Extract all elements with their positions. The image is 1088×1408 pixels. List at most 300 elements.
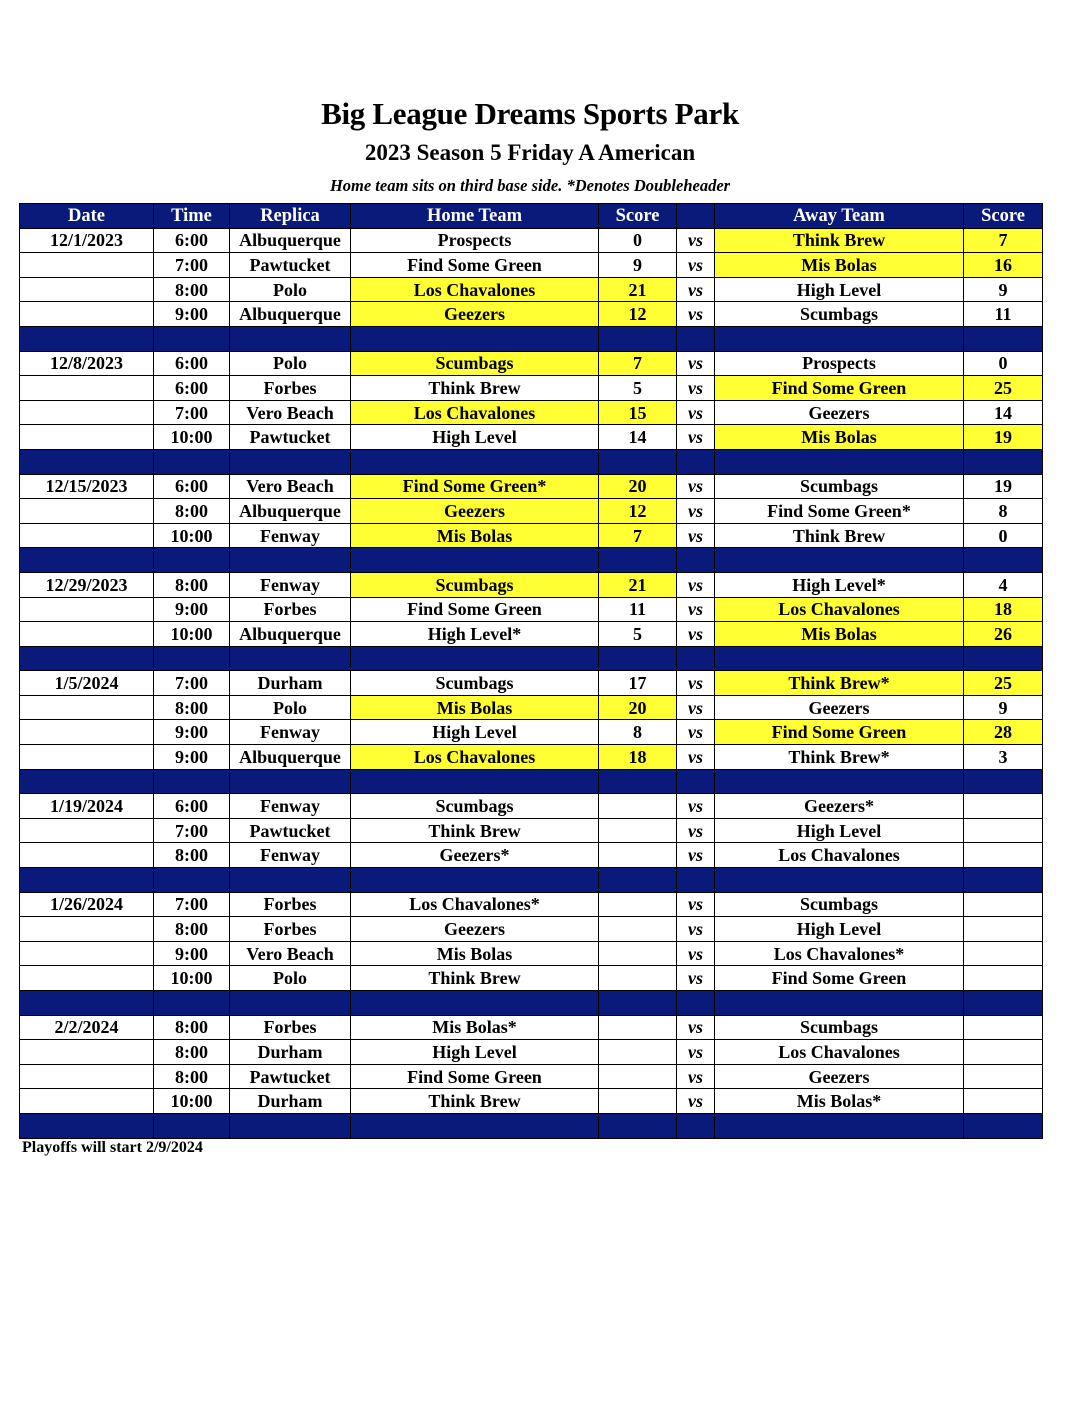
separator-cell (964, 868, 1043, 893)
game-row (20, 572, 1043, 597)
game-time: 8:00 (154, 843, 230, 868)
game-time: 8:00 (154, 695, 230, 720)
away-team: Find Some Green (715, 376, 964, 401)
separator-cell (715, 991, 964, 1016)
vs-label: vs (677, 228, 715, 253)
page-title: Big League Dreams Sports Park (321, 96, 739, 131)
col-header-home-score: Score (599, 204, 677, 229)
away-score (964, 1040, 1043, 1065)
game-row (20, 892, 1043, 917)
game-row (20, 745, 1043, 770)
home-team: High Level* (351, 622, 599, 647)
away-team: High Level (715, 818, 964, 843)
vs-label: vs (677, 745, 715, 770)
game-date (20, 941, 154, 966)
col-header-time: Time (154, 204, 230, 229)
separator-cell (677, 646, 715, 671)
separator-cell (599, 1113, 677, 1138)
separator-cell (715, 326, 964, 351)
separator-cell (351, 548, 599, 573)
game-date: 1/26/2024 (20, 892, 154, 917)
home-score: 9 (599, 253, 677, 278)
home-score: 20 (599, 695, 677, 720)
game-time: 9:00 (154, 597, 230, 622)
home-score: 21 (599, 277, 677, 302)
away-score: 8 (964, 499, 1043, 524)
game-date: 12/29/2023 (20, 572, 154, 597)
game-row (20, 474, 1043, 499)
home-team: Prospects (351, 228, 599, 253)
vs-label: vs (677, 499, 715, 524)
separator-cell (154, 548, 230, 573)
game-row (20, 966, 1043, 991)
away-score: 0 (964, 523, 1043, 548)
week-separator-row (20, 868, 1043, 893)
vs-label: vs (677, 474, 715, 499)
separator-cell (154, 1113, 230, 1138)
away-score: 16 (964, 253, 1043, 278)
away-team: Los Chavalones (715, 597, 964, 622)
game-time: 7:00 (154, 671, 230, 696)
game-row (20, 843, 1043, 868)
away-score (964, 843, 1043, 868)
game-date: 1/5/2024 (20, 671, 154, 696)
home-score: 12 (599, 302, 677, 327)
home-team: Find Some Green (351, 1064, 599, 1089)
separator-cell (20, 868, 154, 893)
away-team: Los Chavalones (715, 1040, 964, 1065)
separator-cell (715, 769, 964, 794)
separator-cell (230, 449, 351, 474)
game-field: Durham (230, 671, 351, 696)
away-score (964, 917, 1043, 942)
home-team: Scumbags (351, 351, 599, 376)
away-team: Mis Bolas (715, 253, 964, 278)
game-time: 6:00 (154, 474, 230, 499)
away-score: 0 (964, 351, 1043, 376)
game-field: Forbes (230, 376, 351, 401)
game-date (20, 818, 154, 843)
separator-cell (154, 769, 230, 794)
game-row (20, 671, 1043, 696)
away-team: Mis Bolas* (715, 1089, 964, 1114)
game-field: Forbes (230, 917, 351, 942)
vs-label: vs (677, 818, 715, 843)
home-team: Scumbags (351, 572, 599, 597)
separator-cell (154, 449, 230, 474)
vs-label: vs (677, 1015, 715, 1040)
game-date: 2/2/2024 (20, 1015, 154, 1040)
away-team: Los Chavalones* (715, 941, 964, 966)
game-field: Fenway (230, 572, 351, 597)
game-time: 7:00 (154, 892, 230, 917)
home-team: Mis Bolas (351, 523, 599, 548)
vs-label: vs (677, 376, 715, 401)
separator-cell (20, 449, 154, 474)
separator-cell (677, 326, 715, 351)
home-score (599, 1015, 677, 1040)
vs-label: vs (677, 302, 715, 327)
game-field: Fenway (230, 794, 351, 819)
separator-cell (677, 991, 715, 1016)
away-team: Think Brew* (715, 671, 964, 696)
game-date: 1/19/2024 (20, 794, 154, 819)
home-score: 11 (599, 597, 677, 622)
home-score: 5 (599, 376, 677, 401)
game-row (20, 253, 1043, 278)
game-row (20, 720, 1043, 745)
home-team: Find Some Green (351, 253, 599, 278)
season-subtitle: 2023 Season 5 Friday A American (364, 140, 696, 165)
game-time: 9:00 (154, 745, 230, 770)
game-row (20, 1089, 1043, 1114)
separator-cell (20, 1113, 154, 1138)
vs-label: vs (677, 1040, 715, 1065)
separator-cell (964, 449, 1043, 474)
vs-label: vs (677, 917, 715, 942)
home-score: 18 (599, 745, 677, 770)
game-time: 7:00 (154, 253, 230, 278)
game-time: 8:00 (154, 1040, 230, 1065)
away-score: 4 (964, 572, 1043, 597)
vs-label: vs (677, 720, 715, 745)
home-score: 14 (599, 425, 677, 450)
game-field: Polo (230, 966, 351, 991)
game-time: 9:00 (154, 941, 230, 966)
game-row (20, 351, 1043, 376)
separator-cell (964, 991, 1043, 1016)
separator-cell (154, 646, 230, 671)
home-score: 17 (599, 671, 677, 696)
game-date (20, 499, 154, 524)
vs-label: vs (677, 794, 715, 819)
away-team: Think Brew (715, 523, 964, 548)
away-team: High Level* (715, 572, 964, 597)
home-score: 7 (599, 351, 677, 376)
home-team: Mis Bolas (351, 941, 599, 966)
separator-cell (20, 548, 154, 573)
home-team: Mis Bolas (351, 695, 599, 720)
week-separator-row (20, 769, 1043, 794)
game-field: Vero Beach (230, 941, 351, 966)
home-score: 0 (599, 228, 677, 253)
away-score: 11 (964, 302, 1043, 327)
separator-cell (964, 548, 1043, 573)
vs-label: vs (677, 523, 715, 548)
game-time: 8:00 (154, 1015, 230, 1040)
doubleheader-note: Home team sits on third base side. *Denotes Doubleheader (329, 176, 731, 195)
vs-label: vs (677, 1064, 715, 1089)
game-field: Albuquerque (230, 499, 351, 524)
separator-cell (599, 769, 677, 794)
away-team: Mis Bolas (715, 425, 964, 450)
game-date (20, 745, 154, 770)
vs-label: vs (677, 277, 715, 302)
away-score: 3 (964, 745, 1043, 770)
separator-cell (20, 646, 154, 671)
separator-cell (599, 991, 677, 1016)
separator-cell (351, 991, 599, 1016)
away-score (964, 1064, 1043, 1089)
game-field: Albuquerque (230, 622, 351, 647)
away-score: 25 (964, 671, 1043, 696)
away-team: Find Some Green* (715, 499, 964, 524)
game-row (20, 228, 1043, 253)
schedule-body (20, 228, 1043, 1138)
game-field: Pawtucket (230, 818, 351, 843)
game-row (20, 597, 1043, 622)
home-team: Los Chavalones (351, 277, 599, 302)
week-separator-row (20, 449, 1043, 474)
home-team: Scumbags (351, 794, 599, 819)
separator-cell (351, 769, 599, 794)
home-score (599, 843, 677, 868)
home-score (599, 892, 677, 917)
home-score (599, 1089, 677, 1114)
game-date (20, 720, 154, 745)
header-row (20, 204, 1043, 229)
away-score: 26 (964, 622, 1043, 647)
home-score: 15 (599, 400, 677, 425)
home-team: Think Brew (351, 376, 599, 401)
game-row (20, 1040, 1043, 1065)
separator-cell (154, 326, 230, 351)
week-separator-row (20, 991, 1043, 1016)
game-row (20, 1015, 1043, 1040)
vs-label: vs (677, 400, 715, 425)
game-date (20, 425, 154, 450)
separator-cell (964, 1113, 1043, 1138)
game-date (20, 1089, 154, 1114)
separator-cell (20, 769, 154, 794)
vs-label: vs (677, 597, 715, 622)
vs-label: vs (677, 351, 715, 376)
game-date: 12/1/2023 (20, 228, 154, 253)
game-time: 10:00 (154, 425, 230, 450)
away-score (964, 818, 1043, 843)
away-team: Los Chavalones (715, 843, 964, 868)
game-time: 7:00 (154, 400, 230, 425)
separator-cell (677, 769, 715, 794)
game-date (20, 917, 154, 942)
separator-cell (351, 326, 599, 351)
away-score: 28 (964, 720, 1043, 745)
game-date (20, 253, 154, 278)
game-field: Albuquerque (230, 302, 351, 327)
home-team: High Level (351, 720, 599, 745)
home-team: Los Chavalones (351, 745, 599, 770)
home-team: Find Some Green* (351, 474, 599, 499)
vs-label: vs (677, 253, 715, 278)
away-team: High Level (715, 277, 964, 302)
separator-cell (230, 646, 351, 671)
col-header-vs (677, 204, 715, 229)
separator-cell (351, 1113, 599, 1138)
home-score (599, 917, 677, 942)
away-score (964, 966, 1043, 991)
away-team: Geezers (715, 1064, 964, 1089)
away-score: 7 (964, 228, 1043, 253)
home-team: Think Brew (351, 818, 599, 843)
away-team: Mis Bolas (715, 622, 964, 647)
game-time: 6:00 (154, 351, 230, 376)
game-date (20, 597, 154, 622)
away-team: Scumbags (715, 892, 964, 917)
home-team: Geezers (351, 917, 599, 942)
game-field: Polo (230, 351, 351, 376)
game-date (20, 695, 154, 720)
game-date (20, 523, 154, 548)
away-score: 18 (964, 597, 1043, 622)
away-score: 14 (964, 400, 1043, 425)
separator-cell (230, 868, 351, 893)
separator-cell (230, 548, 351, 573)
game-row (20, 376, 1043, 401)
game-field: Forbes (230, 597, 351, 622)
col-header-away-team: Away Team (715, 204, 964, 229)
separator-cell (20, 991, 154, 1016)
away-score (964, 892, 1043, 917)
away-team: Find Some Green (715, 966, 964, 991)
week-separator-row (20, 548, 1043, 573)
game-row (20, 277, 1043, 302)
separator-cell (230, 769, 351, 794)
week-separator-row (20, 646, 1043, 671)
game-field: Durham (230, 1089, 351, 1114)
away-team: Find Some Green (715, 720, 964, 745)
vs-label: vs (677, 425, 715, 450)
away-score: 9 (964, 695, 1043, 720)
game-date (20, 622, 154, 647)
playoffs-note: Playoffs will start 2/9/2024 (22, 1139, 203, 1156)
game-time: 8:00 (154, 1064, 230, 1089)
game-date (20, 400, 154, 425)
away-team: Geezers (715, 695, 964, 720)
game-field: Polo (230, 277, 351, 302)
vs-label: vs (677, 941, 715, 966)
away-score (964, 1015, 1043, 1040)
home-team: High Level (351, 1040, 599, 1065)
game-date: 12/8/2023 (20, 351, 154, 376)
home-team: Los Chavalones* (351, 892, 599, 917)
separator-cell (599, 868, 677, 893)
home-team: Mis Bolas* (351, 1015, 599, 1040)
separator-cell (715, 1113, 964, 1138)
col-header-away-score: Score (964, 204, 1043, 229)
separator-cell (599, 326, 677, 351)
home-team: Think Brew (351, 1089, 599, 1114)
game-row (20, 1064, 1043, 1089)
game-date (20, 302, 154, 327)
game-row (20, 302, 1043, 327)
game-date (20, 1040, 154, 1065)
game-row (20, 917, 1043, 942)
separator-cell (715, 646, 964, 671)
game-field: Pawtucket (230, 425, 351, 450)
game-row (20, 523, 1043, 548)
separator-cell (599, 646, 677, 671)
away-team: Scumbags (715, 474, 964, 499)
separator-cell (599, 548, 677, 573)
home-team: Geezers (351, 302, 599, 327)
week-separator-row (20, 326, 1043, 351)
game-row (20, 622, 1043, 647)
game-field: Fenway (230, 523, 351, 548)
vs-label: vs (677, 966, 715, 991)
game-field: Albuquerque (230, 228, 351, 253)
away-team: Think Brew* (715, 745, 964, 770)
home-score: 5 (599, 622, 677, 647)
home-score (599, 941, 677, 966)
away-team: Geezers* (715, 794, 964, 819)
game-field: Durham (230, 1040, 351, 1065)
separator-cell (677, 548, 715, 573)
home-team: Los Chavalones (351, 400, 599, 425)
game-time: 8:00 (154, 572, 230, 597)
away-score: 19 (964, 474, 1043, 499)
home-score (599, 1040, 677, 1065)
game-field: Forbes (230, 892, 351, 917)
week-separator-row (20, 1113, 1043, 1138)
vs-label: vs (677, 892, 715, 917)
home-score (599, 966, 677, 991)
game-row (20, 941, 1043, 966)
separator-cell (20, 326, 154, 351)
col-header-date: Date (20, 204, 154, 229)
home-score (599, 818, 677, 843)
vs-label: vs (677, 671, 715, 696)
game-field: Pawtucket (230, 1064, 351, 1089)
separator-cell (230, 1113, 351, 1138)
separator-cell (677, 1113, 715, 1138)
game-field: Polo (230, 695, 351, 720)
away-team: Geezers (715, 400, 964, 425)
away-score: 9 (964, 277, 1043, 302)
separator-cell (230, 991, 351, 1016)
away-team: High Level (715, 917, 964, 942)
vs-label: vs (677, 572, 715, 597)
separator-cell (964, 326, 1043, 351)
home-team: Scumbags (351, 671, 599, 696)
vs-label: vs (677, 695, 715, 720)
game-date (20, 376, 154, 401)
separator-cell (351, 449, 599, 474)
game-date: 12/15/2023 (20, 474, 154, 499)
separator-cell (351, 868, 599, 893)
home-score: 7 (599, 523, 677, 548)
game-field: Pawtucket (230, 253, 351, 278)
game-time: 6:00 (154, 794, 230, 819)
game-time: 8:00 (154, 499, 230, 524)
vs-label: vs (677, 1089, 715, 1114)
separator-cell (715, 548, 964, 573)
separator-cell (599, 449, 677, 474)
separator-cell (964, 769, 1043, 794)
game-field: Fenway (230, 843, 351, 868)
separator-cell (230, 326, 351, 351)
away-team: Scumbags (715, 1015, 964, 1040)
separator-cell (351, 646, 599, 671)
game-time: 8:00 (154, 277, 230, 302)
away-score: 19 (964, 425, 1043, 450)
home-score (599, 794, 677, 819)
game-time: 10:00 (154, 523, 230, 548)
home-team: Find Some Green (351, 597, 599, 622)
separator-cell (677, 449, 715, 474)
game-date (20, 843, 154, 868)
game-field: Vero Beach (230, 400, 351, 425)
home-score: 21 (599, 572, 677, 597)
